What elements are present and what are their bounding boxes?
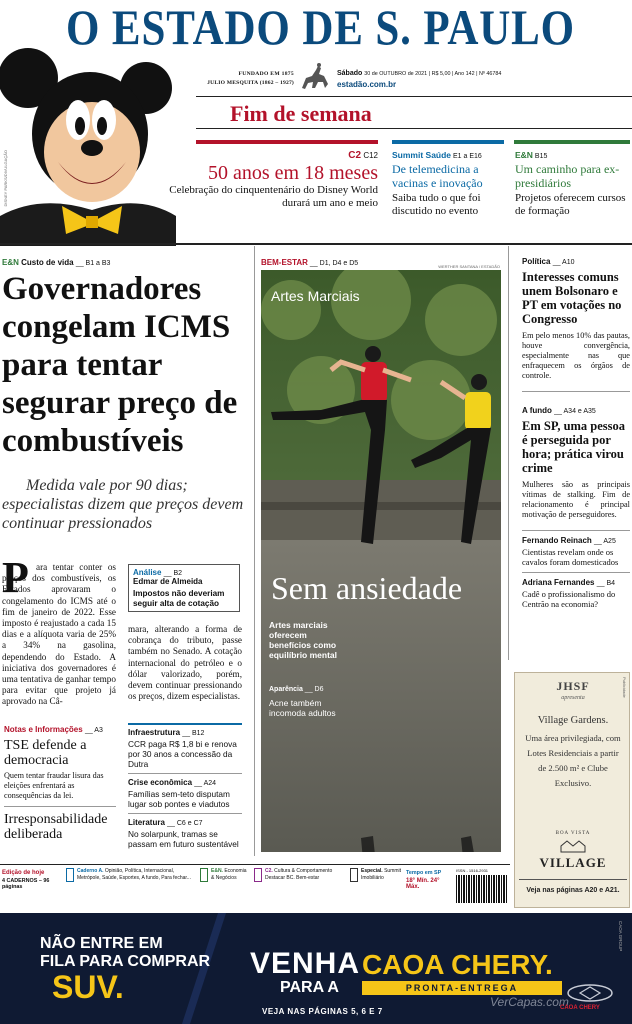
analysis-author: Edmar de Almeida (133, 577, 203, 586)
teaser-text: Saiba tudo o que foi discutido no evento (392, 192, 481, 217)
main-body-cont: mara, alterando a forma de cobrança do tributo, passe também no Senado. A cotação internacional do petróleo e o dólar valorizado, porém, devem continuar pressionando os preços, dizem especialistas. (128, 624, 242, 702)
wellness-photo[interactable]: Artes Marciais Sem ansiedade Artes marciais oferecem benefícios como equilíbrio mental Aparência __ D6 Acne também incomoda adultos (261, 270, 501, 852)
caoa-chery-logo-icon (566, 983, 614, 1003)
founder-line: JULIO MESQUITA (1862 – 1927) (207, 80, 294, 86)
right-headline[interactable]: Interesses comuns unem Bolsonaro e PT em votações no Congresso (522, 270, 622, 326)
brief-text[interactable]: No solarpunk, tramas se passam em futuro sustentável (128, 829, 239, 849)
index-e[interactable]: Especial. Summit Imobiliário (350, 868, 404, 882)
newspaper-title: O ESTADO DE S. PAULO (66, 0, 575, 55)
brief-text[interactable]: Famílias sem-teto disputam lugar sob pontes e viadutos (128, 789, 230, 809)
teaser-page: C12 (363, 151, 378, 160)
horseman-logo-icon (298, 62, 332, 92)
analysis-box[interactable]: Análise __ B2 Edmar de Almeida Impostos não deveriam seguir alta de cotação (128, 564, 240, 612)
teaser-text: Projetos oferecem cursos de formação (515, 192, 626, 217)
caoa-chery-ad[interactable]: NÃO ENTRE EM FILA PARA COMPRAR SUV. VENHA PARA A CAOA CHERY. PRONTA-ENTREGA VEJA NAS PÁGINAS 5, 6 E 7 VerCapas.com CAOA CHERY CAOA GROUP (0, 913, 632, 1024)
index-a[interactable]: Caderno A. Opinião, Política, Internacional, Metrópole, Saúde, Esportes, A fundo, Para fechar... (66, 868, 196, 882)
teaser-section: Summit Saúde (392, 150, 452, 160)
photo-credit: WERTHER SANTANA / ESTADÃO (438, 264, 500, 269)
site-link[interactable]: estadão.com.br (337, 80, 397, 89)
edition-info: Edição de hoje 4 CADERNOS – 96 páginas (2, 870, 50, 890)
right-headline[interactable]: Em SP, uma pessoa é perseguida por hora; prática virou crime (522, 419, 626, 475)
wellness-headline: Sem ansiedade (271, 570, 463, 606)
notes-box: Notas e Informações __ A3 TSE defende a democracia Quem tentar fraudar lisura das eleições enfrentará as consequências da lei. Irresponsabilidade deliberada (4, 725, 116, 842)
index-c[interactable]: C2. Cultura & Comportamento Destacar BC. Bem-estar (254, 868, 346, 882)
main-body: ara tentar conter os preços dos combustíveis, os Estados aprovaram o congelamento do ICMS até o fim de janeiro de 2022. Esse imposto é reajustado a cada 15 dias e a alíquota varia de 25% a 34% na gasolina, dependendo do Estado. A iniciativa dos governadores é uma tentativa de ganhar tempo para evitar que projeto já aprovado na Câ- (2, 562, 116, 707)
jhsf-logo: JHSF (556, 679, 590, 693)
right-text[interactable]: Cientistas revelam onde os cavalos foram domesticados (522, 547, 619, 567)
teaser-section: E&N (515, 150, 533, 160)
teaser-section: C2 (348, 150, 362, 161)
photo-caption: Artes Marciais (271, 288, 360, 304)
right-col: Política __ A10 Interesses comuns unem Bolsonaro e PT em votações no Congresso Em pelo menos 10% das pautas, houve convergência, especialmente nas que enfraquecem os órgãos de controle. A fundo __ A34 e A35 Em SP, uma pessoa é perseguida por hora; prática virou crime Mulheres são as principais vítimas de stalking. Fim de relacionamento é principal motivação de perseguidores. Fernando Reinach __ A25 Cientistas revelam onde os cavalos foram domesticados Adriana Fernandes __ B4 Cadê o profissionalismo do Centrão na economia? (522, 257, 630, 609)
notes-item-headline[interactable]: TSE defende a democracia (4, 738, 87, 768)
teaser-en[interactable] (515, 150, 631, 218)
village-logo: VILLAGE (539, 855, 607, 870)
martial-arts-photo (261, 270, 501, 852)
teaser-text: Celebração do cinquentenário do Disney World durará um ano e meio (169, 184, 378, 209)
drop-cap: P (2, 553, 29, 602)
wellness-text: Artes marciais oferecem benefícios como equilíbrio mental (269, 620, 338, 660)
teaser-page: E1 a E16 (453, 153, 482, 160)
wellness-kicker: BEM-ESTAR __ D1, D4 e D5 (261, 258, 359, 267)
mickey-mouse-photo (0, 34, 176, 246)
teaser-headline: Um caminho para ex-presidiários (515, 162, 620, 190)
main-deck: Medida vale por 90 dias; especialistas dizem que preços devem continuar pressionados (2, 477, 244, 532)
house-icon (559, 839, 587, 853)
teaser-summit[interactable] (392, 150, 504, 218)
main-headline[interactable]: Governadores congelam ICMS para tentar segurar preço de combustíveis (2, 271, 238, 459)
masthead-rule (196, 96, 632, 97)
index-b[interactable]: E&N. Economia & Negócios (200, 868, 250, 882)
date-day: Sábado (337, 70, 363, 77)
briefs-mid: Infraestrutura __ B12 CCR paga R$ 1,8 bi e renova por 30 anos a concessão da Dutra Crise econômica __ A24 Famílias sem-teto disputam lugar sob pontes e viadutos Literatura __ C6 e C7 No solarpunk, tramas se passam em futuro sustentável (128, 723, 242, 849)
weather: Tempo em SP 18° Mín. 24° Máx. (406, 870, 442, 890)
date-line: 30 de OUTUBRO de 2021 | R$ 5,00 | Ano 142 | Nº 46784 (364, 71, 502, 77)
founded-line: FUNDADO EM 1875 (238, 71, 294, 77)
teaser-headline: De telemedicina a vacinas e inovação (392, 162, 483, 190)
caoa-brand: CAOA CHERY. (362, 949, 553, 980)
section-title: Fim de semana (230, 101, 372, 126)
notes-item-text: Quem tentar fraudar lisura das eleições enfrentará as consequências da lei. (4, 771, 104, 800)
notes-item-headline[interactable]: Irresponsabilidade deliberada (4, 812, 108, 842)
teaser-disney[interactable] (169, 150, 378, 210)
main-kicker: E&N Custo de vida __ B1 a B3 (2, 258, 111, 267)
photo-credit: DISNEY PARKS/DIVULGAÇÃO (3, 150, 8, 207)
right-text: Em pelo menos 10% das pautas, houve convergência, especialmente nas que enfraquecem os órgãos de controle. (522, 331, 630, 380)
teaser-headline: 50 anos em 18 meses (208, 162, 378, 184)
teaser-page: B15 (534, 153, 548, 160)
right-text[interactable]: Cadê o profissionalismo do Centrão na economia? (522, 589, 616, 609)
brief-text[interactable]: CCR paga R$ 1,8 bi e renova por 30 anos a concessão da Dutra (128, 739, 237, 769)
barcode: ISSN - 1516-2931 (456, 868, 508, 906)
watermark: VerCapas.com (490, 995, 569, 1009)
jhsf-ad[interactable]: JHSF apresenta Village Gardens. Uma área privilegiada, com Lotes Residenciais a partir de 2.500 m² e Clube Exclusivo. BOA VISTA VILLAGE Veja nas páginas A20 e A21. Publicidade (514, 672, 630, 908)
right-text: Mulheres são as principais vítimas de stalking. Fim de relacionamento é principal motivação de perseguidores. (522, 480, 630, 519)
analysis-headline: Impostos não deveriam seguir alta de cotação (133, 589, 225, 608)
wellness-sub-text: Acne também incomoda adultos (269, 698, 336, 718)
